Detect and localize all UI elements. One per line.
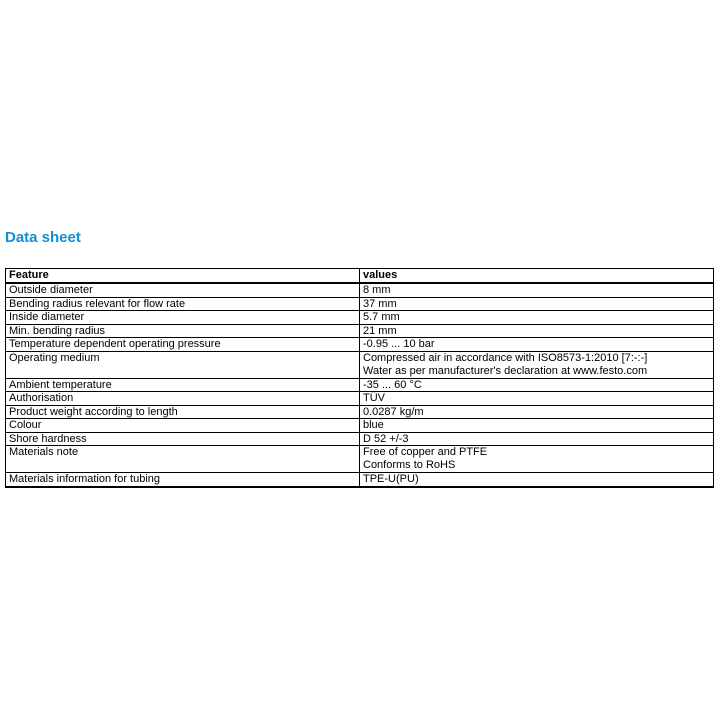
feature-cell: Outside diameter <box>6 283 360 297</box>
feature-cell: Operating medium <box>6 351 360 378</box>
feature-cell: Materials information for tubing <box>6 473 360 487</box>
value-line: Compressed air in accordance with ISO8573-1:2010 [7:-:-] <box>363 351 648 364</box>
feature-cell: Temperature dependent operating pressure <box>6 338 360 352</box>
table-header-values: values <box>360 269 714 284</box>
table-row <box>6 351 714 378</box>
feature-cell: Colour <box>6 419 360 433</box>
feature-cell: Ambient temperature <box>6 378 360 392</box>
table-row <box>6 405 714 419</box>
value-cell: 5.7 mm <box>360 311 714 325</box>
table-row <box>6 446 714 473</box>
table-row <box>6 283 714 297</box>
value-cell: 21 mm <box>360 324 714 338</box>
page-title: Data sheet <box>5 229 81 246</box>
value-cell: TPE-U(PU) <box>360 473 714 487</box>
table-row <box>6 297 714 311</box>
value-cell: 0.0287 kg/m <box>360 405 714 419</box>
table-row <box>6 378 714 392</box>
value-cell <box>360 351 714 378</box>
feature-cell: Shore hardness <box>6 432 360 446</box>
feature-cell: Bending radius relevant for flow rate <box>6 297 360 311</box>
value-cell: TÜV <box>360 392 714 406</box>
value-line: Water as per manufacturer's declaration at www.festo.com <box>363 364 648 377</box>
value-cell: blue <box>360 419 714 433</box>
table-row <box>6 392 714 406</box>
feature-cell: Product weight according to length <box>6 405 360 419</box>
datasheet-table <box>5 268 714 488</box>
feature-cell: Inside diameter <box>6 311 360 325</box>
table-header-feature: Feature <box>6 269 360 284</box>
table-row <box>6 338 714 352</box>
feature-cell: Authorisation <box>6 392 360 406</box>
value-cell: D 52 +/-3 <box>360 432 714 446</box>
table-row <box>6 432 714 446</box>
table-row <box>6 324 714 338</box>
value-cell: 37 mm <box>360 297 714 311</box>
value-cell: -0.95 ... 10 bar <box>360 338 714 352</box>
table-header-row <box>6 269 714 284</box>
value-line: Conforms to RoHS <box>363 459 456 471</box>
feature-cell: Min. bending radius <box>6 324 360 338</box>
table-row <box>6 311 714 325</box>
value-cell: -35 ... 60 °C <box>360 378 714 392</box>
table-row <box>6 473 714 487</box>
feature-cell: Materials note <box>6 446 360 473</box>
table-row <box>6 419 714 433</box>
value-cell: 8 mm <box>360 283 714 297</box>
value-cell <box>360 446 714 473</box>
value-line: Free of copper and PTFE <box>363 446 488 458</box>
